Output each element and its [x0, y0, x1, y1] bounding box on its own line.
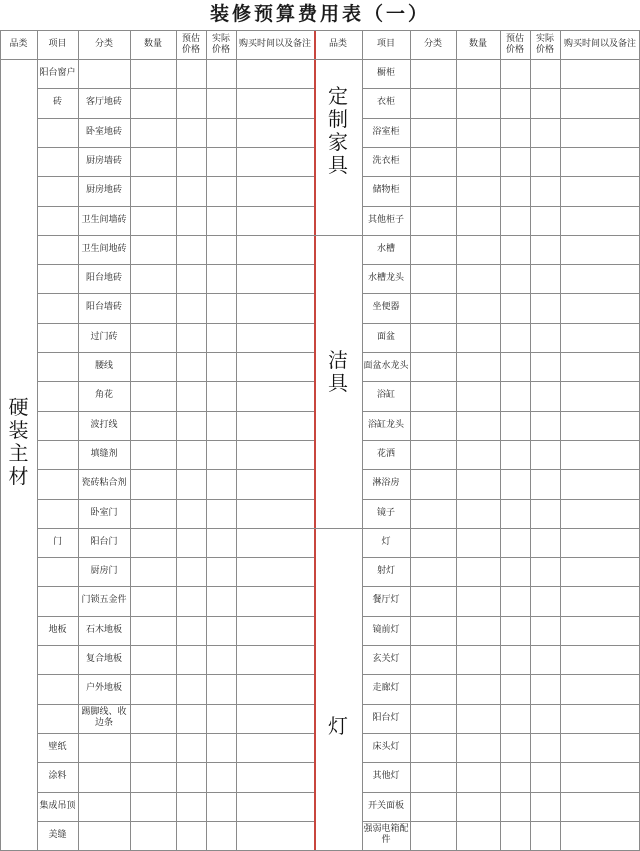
category-label: 硬 装 主 材: [8, 394, 29, 488]
column-header: 分类: [423, 39, 442, 49]
category-label: 定 制 家 具: [328, 84, 348, 178]
item-label: 洗衣柜: [372, 155, 400, 166]
item-label: 卧室地砖: [85, 126, 122, 137]
item-label: 其他柜子: [367, 214, 404, 225]
item-label: 踢脚线、收边条: [81, 707, 127, 729]
column-header: 品类: [9, 39, 28, 49]
item-label: 其他灯: [372, 771, 400, 782]
item-label: 餐厅灯: [372, 595, 400, 606]
item-label: 走廊灯: [372, 683, 400, 694]
grid-line: [37, 792, 314, 793]
column-header: 预估 价格: [505, 33, 524, 55]
item-label: 填缝剂: [90, 448, 118, 459]
item-label: 客厅地砖: [85, 97, 122, 108]
item-label: 门锁五金件: [81, 595, 127, 606]
project-label: 阳台窗户: [39, 68, 76, 78]
column-header: 购买时间以及备注: [238, 39, 311, 49]
project-label: 集成吊顶: [39, 800, 76, 811]
column-header: 数量: [143, 39, 162, 49]
grid-line: [0, 59, 640, 60]
item-label: 阳台门: [90, 536, 118, 547]
project-label: 地板: [48, 624, 67, 635]
item-label: 厨房地砖: [85, 185, 122, 196]
column-header: 品类: [328, 39, 347, 49]
column-header: 项目: [48, 39, 67, 49]
category-label: 灯: [328, 714, 348, 739]
grid-line: [37, 821, 314, 822]
item-label: 储物柜: [372, 185, 400, 196]
item-label: 浴缸: [376, 390, 395, 401]
grid-line: [37, 733, 314, 734]
item-label: 阳台墙砖: [85, 302, 122, 313]
item-label: 面盆: [376, 331, 395, 342]
item-label: 水槽: [376, 243, 395, 254]
item-label: 镜子: [376, 507, 395, 518]
column-header: 实际 价格: [211, 33, 230, 55]
item-label: 射灯: [376, 566, 395, 577]
item-label: 波打线: [90, 419, 118, 430]
column-header: 预估 价格: [181, 33, 200, 55]
item-label: 坐便器: [372, 302, 400, 313]
item-label: 强弱电箱配件: [363, 824, 409, 846]
item-label: 阳台地砖: [85, 273, 122, 284]
item-label: 橱柜: [376, 68, 395, 78]
item-label: 面盆水龙头: [363, 361, 409, 371]
item-label: 浴室柜: [372, 126, 400, 137]
item-label: 卫生间墙砖: [81, 214, 127, 225]
budget-table: [0, 30, 640, 846]
project-label: 涂料: [48, 771, 67, 782]
item-label: 瓷砖粘合剂: [81, 478, 127, 489]
item-label: 开关面板: [367, 800, 404, 811]
item-label: 复合地板: [85, 654, 122, 664]
item-label: 玄关灯: [372, 654, 400, 664]
column-header: 项目: [376, 39, 395, 49]
item-label: 卧室门: [90, 507, 118, 518]
item-label: 灯: [381, 536, 391, 547]
item-label: 床头灯: [372, 741, 400, 752]
item-label: 水槽龙头: [367, 273, 404, 284]
project-label: 门: [52, 536, 62, 547]
project-label: 砖: [52, 97, 62, 108]
column-header: 实际 价格: [535, 33, 554, 55]
item-label: 厨房墙砖: [85, 155, 122, 166]
item-label: 石木地板: [85, 624, 122, 635]
item-label: 角花: [94, 390, 113, 401]
project-label: 美缝: [48, 829, 67, 840]
page-title: 装修预算费用表（一）: [209, 3, 430, 25]
item-label: 花洒: [376, 448, 395, 459]
item-label: 镜前灯: [372, 624, 400, 635]
item-label: 淋浴房: [372, 478, 400, 489]
item-label: 衣柜: [376, 97, 395, 108]
category-label: 洁 具: [328, 348, 348, 396]
column-header: 购买时间以及备注: [563, 39, 636, 49]
column-header: 分类: [94, 39, 113, 49]
item-label: 过门砖: [90, 331, 118, 342]
item-label: 厨房门: [90, 566, 118, 577]
grid-line: [37, 762, 314, 763]
item-label: 户外地板: [85, 683, 122, 694]
item-label: 卫生间地砖: [81, 243, 127, 254]
project-label: 壁纸: [48, 741, 67, 752]
item-label: 阳台灯: [372, 712, 400, 723]
item-label: 腰线: [94, 361, 113, 371]
column-header: 数量: [468, 39, 487, 49]
item-label: 浴缸龙头: [367, 419, 404, 430]
